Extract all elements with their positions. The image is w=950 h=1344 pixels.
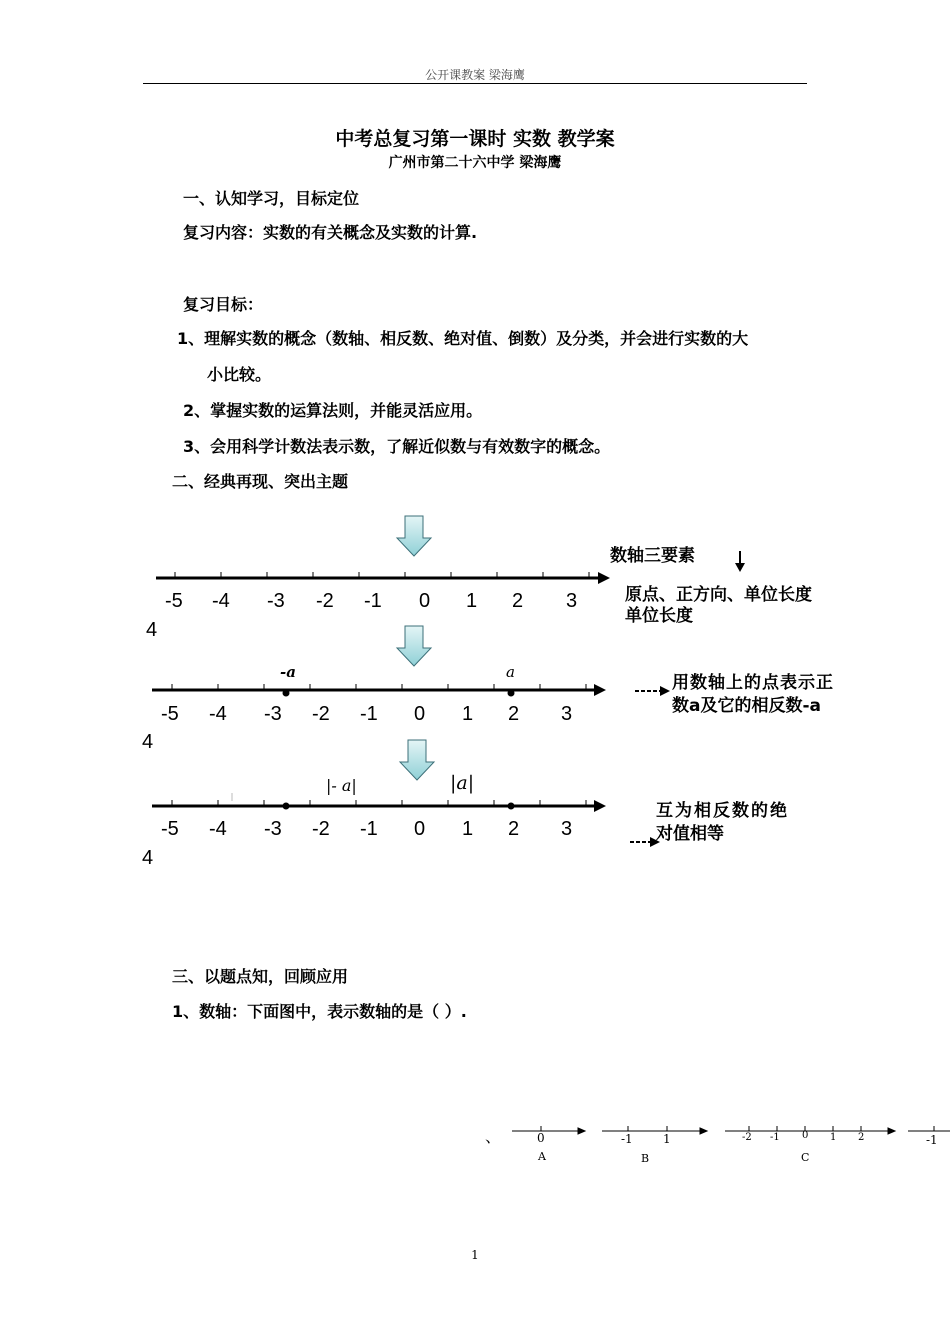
axis1-wrap-label: 4 [146,619,158,641]
axis3-desc-line-b: 对值相等 [656,824,724,844]
enum-mark: 、 [485,1127,502,1146]
axis3-desc-line-a: 互为相反数的绝 [656,801,789,821]
axis1-tick-label: 1 [466,590,478,612]
opt-c-tick-label: 2 [858,1132,865,1143]
abs-pos-a-label: |a| [450,772,475,794]
axis2-tick-label: -2 [312,703,330,725]
goal-3: 3、会用科学计数法表示数，了解近似数与有效数字的概念。 [183,437,611,456]
axis2-tick-label: -4 [209,703,227,725]
axis2-wrap-label: 4 [142,731,154,753]
dashed-arrow-2-icon [635,686,670,696]
axis1-desc-line-a: 原点、正方向、单位长度 [625,585,812,605]
option-b-diagram [602,1126,707,1134]
axis3-wrap-label: 4 [142,847,154,869]
goal-1-line-a: 1、理解实数的概念（数轴、相反数、绝对值、倒数）及分类，并会进行实数的大 [177,329,749,348]
axis1-tick-label: 2 [512,590,524,612]
section2-heading: 二、经典再现、突出主题 [172,472,349,491]
axis2-tick-label: 3 [561,703,573,725]
option-a-diagram [512,1126,585,1134]
axis1-desc-line-b: 单位长度 [625,606,693,626]
review-content: 复习内容：实数的有关概念及实数的计算. [183,223,478,242]
option-b-label: B [641,1152,650,1165]
number-line-3 [152,793,606,812]
axis2-desc-line-a: 用数轴上的点表示正 [672,673,834,693]
axis3-tick-label: 0 [414,818,426,840]
section1-heading: 一、认知学习，目标定位 [183,189,360,208]
axis3-tick-label: -3 [264,818,282,840]
doc-subtitle: 广州市第二十六中学 梁海鹰 [388,155,562,171]
section3-heading: 三、以题点知，回顾应用 [172,967,349,986]
opt-c-tick-label: -2 [742,1132,752,1143]
axis1-tick-label: -4 [212,590,230,612]
axis3-tick-label: 2 [508,818,520,840]
axis2-tick-label: -1 [360,703,378,725]
number-line-1 [156,572,610,584]
axis2-tick-label: -5 [161,703,179,725]
opt-c-tick-label: -1 [770,1132,780,1143]
axis1-tick-label: 0 [419,590,431,612]
axis3-tick-label: -5 [161,818,179,840]
page-number: 1 [471,1248,479,1262]
doc-title: 中考总复习第一课时 实数 教学案 [335,128,615,150]
opt-c-tick-label: 0 [802,1130,809,1141]
down-arrow-1-icon [397,516,431,556]
down-arrow-2-icon [397,626,431,666]
axis2-tick-label: 1 [462,703,474,725]
review-goals-label: 复习目标： [183,295,264,314]
down-arrow-3-icon [400,740,434,780]
axis1-tick-label: -1 [364,590,382,612]
opt-d-tick-label: -1 [926,1133,938,1147]
axis1-tick-label: -5 [165,590,183,612]
opt-c-tick-label: 1 [830,1132,837,1143]
label-neg-a: -a [280,663,296,681]
option-c-label: C [801,1151,810,1164]
small-down-arrow-icon [735,551,745,572]
axis3-tick-label: -1 [360,818,378,840]
goal-2: 2、掌握实数的运算法则，并能灵活应用。 [183,401,483,420]
opt-a-tick-label: 0 [537,1131,545,1145]
axis3-tick-label: -4 [209,818,227,840]
goal-1-line-b: 小比较。 [207,365,272,384]
axis2-desc-line-b: 数a及它的相反数-a [672,696,821,716]
axis2-tick-label: 0 [414,703,426,725]
option-d-diagram [908,1126,950,1131]
axis2-tick-label: -3 [264,703,282,725]
running-head: 公开课教案 梁海鹰 [425,68,525,82]
number-line-2 [152,684,606,697]
axis3-tick-label: 3 [561,818,573,840]
axis1-tick-label: -3 [267,590,285,612]
axis1-tick-label: 3 [566,590,578,612]
point-neg-a [283,690,290,697]
opt-b-tick-label: 1 [663,1132,671,1146]
axis1-tick-label: -2 [316,590,334,612]
option-a-label: A [538,1150,546,1163]
point-pos-a-3 [508,803,515,810]
opt-b-tick-label: -1 [621,1132,633,1146]
axis3-tick-label: -2 [312,818,330,840]
axis3-tick-label: 1 [462,818,474,840]
question-1: 1、数轴：下面图中，表示数轴的是（ ）. [172,1002,467,1021]
point-neg-a-3 [283,803,290,810]
point-pos-a [508,690,515,697]
abs-neg-a-label: |- a| [326,776,357,795]
label-pos-a: a [506,663,515,681]
axis-three-elements-label: 数轴三要素 [610,546,695,566]
axis2-tick-label: 2 [508,703,520,725]
